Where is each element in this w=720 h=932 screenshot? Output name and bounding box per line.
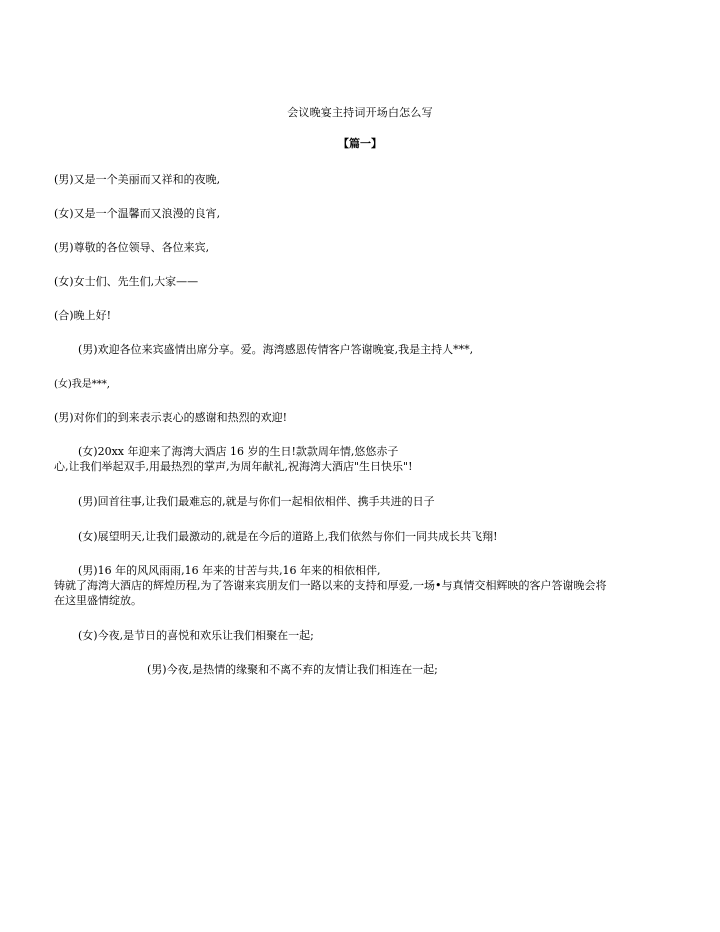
paragraph-line: (男)回首往事,让我们最难忘的,就是与你们一起相依相伴、携手共进的日子 <box>78 495 435 508</box>
paragraph-line: 铸就了海湾大酒店的辉煌历程,为了答谢来宾朋友们一路以来的支持和厚爱,一场•与真情交相辉映的客户答谢晚会将 <box>54 579 607 592</box>
paragraph-14 <box>147 662 667 677</box>
paragraph-line: (女)20xx 年迎来了海湾大酒店 16 岁的生日!款款周年情,悠悠赤子 <box>78 445 399 458</box>
paragraph-line: (女)我是***, <box>54 379 110 390</box>
paragraph-line: (女)今夜,是节日的喜悦和欢乐让我们相聚在一起; <box>78 629 314 642</box>
paragraph-line: (合)晚上好! <box>54 309 112 322</box>
paragraph-line: (男)尊敬的各位领导、各位来宾, <box>54 241 210 254</box>
paragraph-3 <box>54 240 674 255</box>
document-title: 会议晚宴主持词开场白怎么写 <box>287 106 433 119</box>
paragraph-8 <box>54 410 674 425</box>
paragraph-line: (男)又是一个美丽而又祥和的夜晚, <box>54 173 221 186</box>
paragraph-4 <box>54 274 674 289</box>
paragraph-2 <box>54 206 674 221</box>
section-heading: 【篇一】 <box>338 137 382 150</box>
paragraph-1 <box>54 172 674 187</box>
paragraph-9 <box>54 444 674 474</box>
paragraph-line: 在这里盛情绽放。 <box>54 594 142 607</box>
paragraph-line: (男)欢迎各位来宾盛情出席分享。爱。海湾感恩传情客户答谢晚宴,我是主持人***, <box>78 343 474 356</box>
paragraph-line: (男)对你们的到来表示衷心的感谢和热烈的欢迎! <box>54 411 288 424</box>
paragraph-line: (女)女士们、先生们,大家—— <box>54 275 199 288</box>
paragraph-line: (女)展望明天,让我们最激动的,就是在今后的道路上,我们依然与你们一同共成长共飞翔! <box>78 530 498 543</box>
paragraph-line: 心,让我们举起双手,用最热烈的掌声,为周年献礼,祝海湾大酒店"生日快乐"! <box>54 460 413 473</box>
paragraph-10 <box>54 494 674 509</box>
paragraph-line: (男)16 年的风风雨雨,16 年来的甘苦与共,16 年来的相依相伴, <box>78 564 381 577</box>
paragraph-5 <box>54 308 674 323</box>
paragraph-6 <box>54 342 674 357</box>
paragraph-13 <box>54 628 674 643</box>
paragraph-12 <box>54 563 674 608</box>
paragraph-7 <box>54 377 674 392</box>
paragraph-line: (男)今夜,是热情的缘聚和不离不弃的友情让我们相连在一起; <box>147 663 438 676</box>
paragraph-11 <box>54 529 674 544</box>
paragraph-line: (女)又是一个温馨而又浪漫的良宵, <box>54 207 221 220</box>
